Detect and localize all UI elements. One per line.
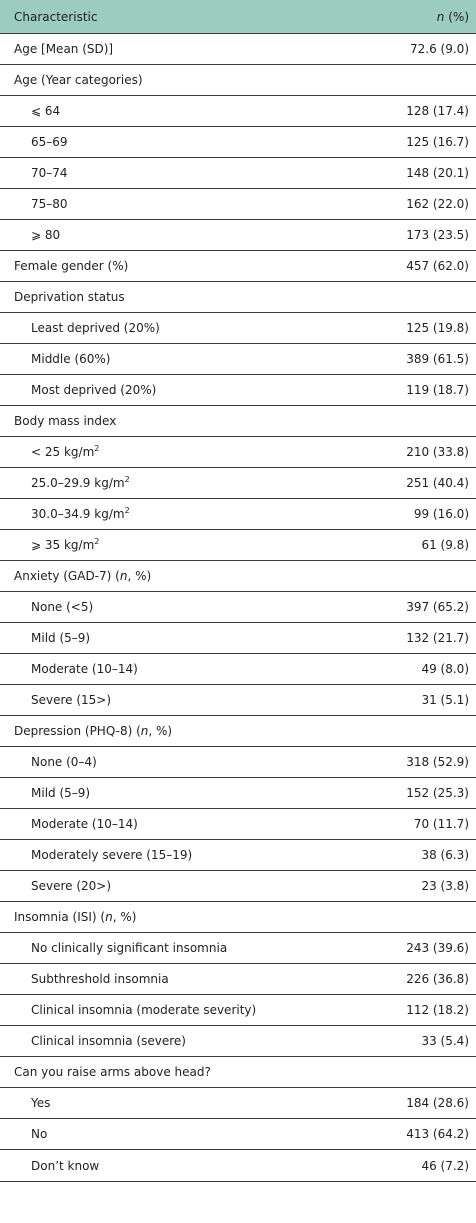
- row-label: 25.0–29.9 $kg/m^2$: [31, 475, 130, 490]
- row-value: 72.6 (9.0): [410, 42, 469, 56]
- row-value: 125 (16.7): [406, 135, 469, 149]
- row-value: 148 (20.1): [406, 166, 469, 180]
- row-label: Least deprived (20%): [31, 321, 160, 335]
- row-label: 70–74: [31, 166, 68, 180]
- row-value: 243 (39.6): [406, 941, 469, 955]
- table-row: [0, 281, 476, 312]
- row-label: Severe (15>): [31, 693, 112, 707]
- row-label: Clinical insomnia (severe): [31, 1034, 186, 1048]
- row-label: None (0–4): [31, 755, 97, 769]
- row-value: 413 (64.2): [406, 1127, 469, 1141]
- row-value: 132 (21.7): [406, 631, 469, 645]
- table-row: [0, 126, 476, 157]
- row-value: 152 (25.3): [406, 786, 469, 800]
- row-value: 226 (36.8): [406, 972, 469, 986]
- table-row: [0, 963, 476, 994]
- table-row: [0, 684, 476, 715]
- row-label: 30.0–34.9 $kg/m^2$: [31, 506, 130, 521]
- row-label: Insomnia (ISI) (n, %): [14, 910, 137, 924]
- row-value: 397 (65.2): [406, 600, 469, 614]
- row-value: 70 (11.7): [413, 817, 469, 831]
- table-row: [0, 64, 476, 95]
- row-value: 389 (61.5): [406, 352, 469, 366]
- table-row: [0, 870, 476, 901]
- table-row: [0, 994, 476, 1025]
- row-value: 173 (23.5): [406, 228, 469, 242]
- row-value: 31 (5.1): [421, 693, 469, 707]
- row-label: Most deprived (20%): [31, 383, 157, 397]
- table-row: [0, 343, 476, 374]
- row-label: Subthreshold insomnia: [31, 972, 169, 986]
- row-label: Depression (PHQ-8) (n, %): [14, 724, 173, 738]
- row-label: Moderate (10–14): [31, 662, 138, 676]
- row-value: 46 (7.2): [421, 1158, 469, 1173]
- row-label: Mild (5–9): [31, 631, 91, 645]
- table-row: [0, 808, 476, 839]
- row-value: 33 (5.4): [421, 1034, 469, 1048]
- table-row: [0, 622, 476, 653]
- table-row: [0, 467, 476, 498]
- table-row: [0, 95, 476, 126]
- row-label: Age (Year categories): [14, 73, 143, 87]
- row-value: 112 (18.2): [406, 1003, 469, 1017]
- table-row: [0, 777, 476, 808]
- row-value: 61 (9.8): [421, 538, 469, 552]
- table-row: [0, 591, 476, 622]
- table-row: [0, 1149, 476, 1182]
- row-label: ⩾ 80: [31, 228, 61, 242]
- row-label: Age [Mean (SD)]: [14, 42, 114, 56]
- row-value: 128 (17.4): [406, 104, 469, 118]
- table-row: [0, 188, 476, 219]
- table-row: [0, 1087, 476, 1118]
- table-row: [0, 1056, 476, 1087]
- row-label: Deprivation status: [14, 290, 125, 304]
- row-label: 65–69: [31, 135, 68, 149]
- column-header-n-percent: n (%): [436, 10, 469, 24]
- table-row: [0, 529, 476, 560]
- row-label: Yes: [31, 1096, 51, 1110]
- row-label: Mild (5–9): [31, 786, 91, 800]
- table-row: [0, 405, 476, 436]
- row-label: Moderate (10–14): [31, 817, 138, 831]
- table-row: [0, 33, 476, 64]
- table-header: [0, 0, 476, 33]
- row-label: Don’t know: [31, 1158, 100, 1173]
- table-row: [0, 157, 476, 188]
- table-row: [0, 436, 476, 467]
- row-value: 251 (40.4): [406, 476, 469, 490]
- row-label: Body mass index: [14, 414, 117, 428]
- row-label: Moderately severe (15–19): [31, 848, 193, 862]
- table-row: [0, 312, 476, 343]
- table-row: [0, 1025, 476, 1056]
- row-value: 49 (8.0): [421, 662, 469, 676]
- row-label: Clinical insomnia (moderate severity): [31, 1003, 257, 1017]
- row-value: 210 (33.8): [406, 445, 469, 459]
- row-label: None (<5): [31, 600, 94, 614]
- row-value: 99 (16.0): [413, 507, 469, 521]
- table-row: [0, 560, 476, 591]
- table-row: [0, 250, 476, 281]
- row-value: 457 (62.0): [406, 259, 469, 273]
- row-label: Female gender (%): [14, 259, 129, 273]
- table-row: [0, 901, 476, 932]
- row-label: No: [31, 1127, 48, 1141]
- table-row: [0, 653, 476, 684]
- row-value: 125 (19.8): [406, 321, 469, 335]
- row-label: ⩽ 64: [31, 104, 61, 118]
- row-label: Severe (20>): [31, 879, 112, 893]
- table-row: [0, 746, 476, 777]
- row-label: 75–80: [31, 197, 68, 211]
- row-label: Can you raise arms above head?: [14, 1065, 211, 1079]
- row-value: 23 (3.8): [421, 879, 469, 893]
- row-value: 38 (6.3): [421, 848, 469, 862]
- table-row: [0, 374, 476, 405]
- row-value: 318 (52.9): [406, 755, 469, 769]
- row-value: 184 (28.6): [406, 1096, 469, 1110]
- table-row: [0, 498, 476, 529]
- column-header-characteristic: Characteristic: [14, 10, 98, 24]
- row-label: Middle (60%): [31, 352, 111, 366]
- table-row: [0, 219, 476, 250]
- table-row: [0, 1118, 476, 1149]
- row-label: ⩾ 35 $kg/m^2$: [31, 537, 100, 552]
- table-row: [0, 715, 476, 746]
- table-row: [0, 932, 476, 963]
- row-value: 119 (18.7): [406, 383, 469, 397]
- row-label: < 25 $kg/m^2$: [31, 444, 100, 459]
- row-label: No clinically significant insomnia: [31, 941, 228, 955]
- row-label: Anxiety (GAD-7) (n, %): [14, 569, 152, 583]
- row-value: 162 (22.0): [406, 197, 469, 211]
- table-row: [0, 839, 476, 870]
